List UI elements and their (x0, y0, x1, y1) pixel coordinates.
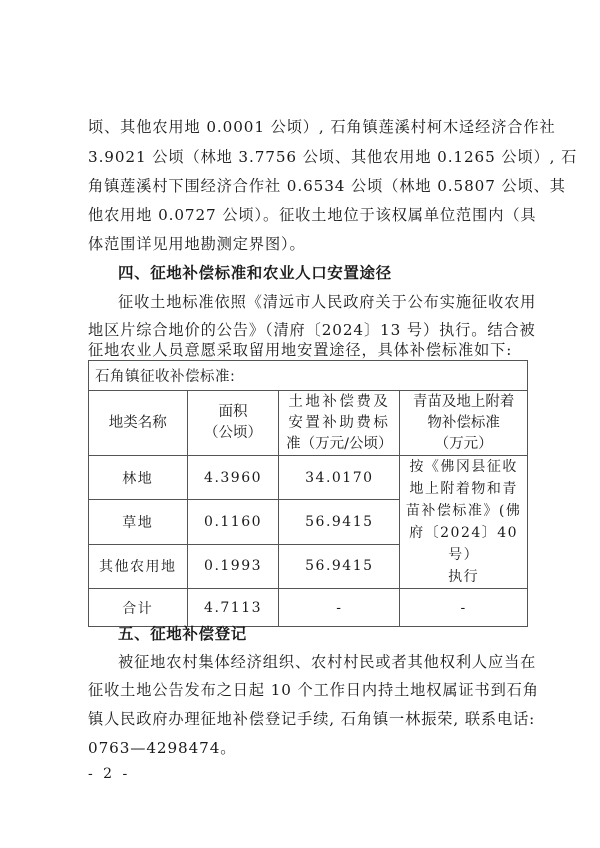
header-label: 安置补助费标 (288, 414, 391, 431)
cell-total-crop: - (400, 589, 528, 627)
cell-area: 4.3960 (187, 456, 279, 500)
paragraph-line: 地区片综合地价的公告》（清府〔2024〕13 号）执行。结合被 (88, 321, 536, 339)
header-label: 青苗及地上附着 (412, 393, 515, 410)
header-area (187, 391, 279, 456)
cell-total-area: 4.7113 (187, 589, 279, 627)
header-label: （公顷） (204, 425, 263, 441)
compensation-table (88, 360, 528, 627)
table-caption: 石角镇征收补偿标准: (89, 361, 528, 391)
header-label: 准（万元/公顷） (286, 435, 393, 452)
cell-land-type: 林地 (89, 456, 188, 500)
note-line: 按《佛冈县征收 (409, 459, 518, 475)
paragraph-line: 镇人民政府办理征地补偿登记手续, 石角镇一林振荣, 联系电话: (88, 710, 536, 728)
paragraph-line: 征地农业人员意愿采取留用地安置途径，具体补偿标准如下: (88, 341, 513, 359)
header-label: 面积 (218, 404, 248, 420)
section-5-heading: 五、征地补偿登记 (118, 625, 247, 643)
cell-area: 0.1993 (187, 544, 279, 588)
cell-standard: 34.0170 (279, 456, 400, 500)
table-row (89, 456, 528, 500)
header-label: 物补偿标准 (427, 414, 500, 431)
header-label: （万元） (434, 435, 493, 452)
note-line: 府〔2024〕40 号） (409, 525, 519, 563)
paragraph-line: 角镇莲溪村下围经济合作社 0.6534 公顷（林地 0.5807 公顷、其 (88, 177, 566, 195)
cell-land-type: 草地 (89, 500, 188, 544)
note-line: 执行 (448, 569, 480, 585)
page-number: - 2 - (88, 766, 131, 782)
paragraph-line: 征收土地标准依照《清远市人民政府关于公布实施征收农用 (118, 293, 537, 311)
paragraph-line: 顷、其他农用地 0.0001 公顷）, 石角镇莲溪村柯木迳经济合作社 (88, 118, 556, 136)
cell-total-standard: - (279, 589, 400, 627)
section-4-heading: 四、征地补偿标准和农业人口安置途径 (118, 264, 392, 282)
cell-total-label: 合计 (89, 589, 188, 627)
paragraph-line: 征收土地公告发布之日起 10 个工作日内持土地权属证书到石角 (88, 681, 539, 699)
paragraph-line: 体范围详见用地勘测定界图）。 (88, 235, 306, 253)
header-crop-compensation (400, 391, 528, 456)
paragraph-line: 3.9021 公顷（林地 3.7756 公顷、其他农用地 0.1265 公顷）, 石 (88, 148, 578, 166)
cell-crop-note (400, 456, 528, 589)
cell-standard: 56.9415 (279, 544, 400, 588)
table-total-row (89, 589, 528, 627)
header-compensation-standard (279, 391, 400, 456)
paragraph-line: 他农用地 0.0727 公顷）。征收土地位于该权属单位范围内（具 (88, 206, 537, 224)
note-line: 苗补偿标准》(佛 (405, 503, 522, 519)
header-label: 地类名称 (108, 414, 167, 431)
cell-standard: 56.9415 (279, 500, 400, 544)
header-label: 土地补偿费及 (288, 393, 391, 410)
note-line: 地上附着物和青 (409, 481, 518, 497)
paragraph-line: 0763—4298474。 (88, 739, 237, 757)
cell-area: 0.1160 (187, 500, 279, 544)
paragraph-line: 被征地农村集体经济组织、农村村民或者其他权利人应当在 (118, 653, 537, 671)
header-land-type (89, 391, 188, 456)
cell-land-type: 其他农用地 (89, 544, 188, 588)
